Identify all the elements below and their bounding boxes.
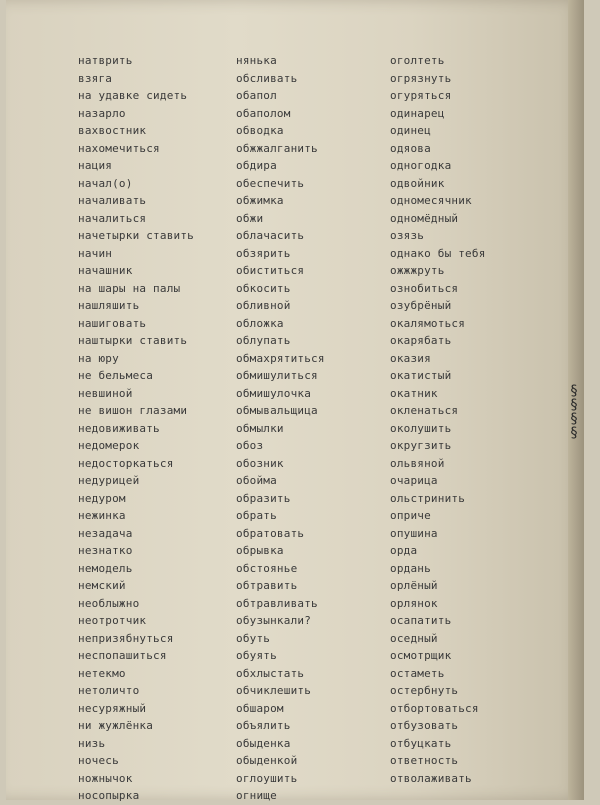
word-entry: обтравить (236, 579, 298, 592)
word-entry: ольвяной (390, 456, 445, 470)
word-column-2 (236, 52, 325, 805)
word-entry: обсливать (236, 71, 298, 85)
word-entry: оголтеть (390, 54, 445, 67)
word-entry: нашляшить (78, 299, 140, 312)
word-entry: облупать (236, 334, 291, 347)
word-entry: огнище (236, 789, 277, 802)
word-column-1 (78, 52, 194, 805)
word-entry: ножнычок (78, 771, 133, 785)
word-entry: обмишулиться (236, 369, 318, 382)
word-entry: не вишон глазами (78, 404, 188, 417)
word-entry: недовиживать (78, 421, 160, 435)
word-entry: обиститься (236, 264, 305, 277)
word-entry: околушить (390, 421, 452, 435)
word-entry: вахвостник (78, 124, 147, 137)
word-entry: взяга (78, 71, 113, 85)
word-entry: обузынкали? (236, 614, 312, 627)
word-entry: очарица (390, 474, 438, 487)
word-entry: одинарец (390, 106, 445, 120)
word-entry: обрать (236, 509, 277, 522)
word-entry: не бельмеса (78, 369, 154, 382)
word-column-3 (390, 52, 486, 787)
word-entry: оглоушить (236, 771, 298, 785)
word-entry: обкосить (236, 281, 291, 295)
word-entry: оприче (390, 509, 431, 522)
word-entry: обмывальщица (236, 404, 318, 417)
word-entry: обрывка (236, 544, 284, 557)
word-entry: одяова (390, 141, 431, 155)
word-entry: обтравливать (236, 596, 318, 610)
word-entry: обмылки (236, 421, 284, 435)
word-entry: отбортоваться (390, 701, 479, 715)
word-entry: низь (78, 736, 106, 750)
word-entry: на удавке сидеть (78, 89, 188, 102)
word-entry: осапатить (390, 614, 452, 627)
word-entry: необлыжно (78, 596, 140, 610)
word-entry: на юру (78, 351, 119, 365)
word-entry: обдира (236, 159, 277, 172)
word-entry: обмишулочка (236, 386, 312, 400)
word-entry: обойма (236, 474, 277, 487)
word-entry: обжи (236, 211, 264, 225)
word-entry: огрязнуть (390, 71, 452, 85)
word-entry: обжимка (236, 194, 284, 207)
word-entry: ознобиться (390, 281, 459, 295)
word-entry: обхлыстать (236, 666, 305, 680)
word-entry: неотротчик (78, 614, 147, 627)
word-entry: начашник (78, 264, 133, 277)
word-entry: нежинка (78, 509, 126, 522)
word-entry: огуряться (390, 89, 452, 102)
word-entry: немодель (78, 561, 133, 575)
word-entry: одномесячник (390, 194, 472, 207)
word-entry: обстоянье (236, 561, 298, 575)
word-entry: одинец (390, 124, 431, 137)
word-entry: отбуцкать (390, 736, 452, 750)
word-entry: нахомечиться (78, 141, 160, 155)
word-entry: озязь (390, 229, 425, 242)
word-entry: объялить (236, 719, 291, 732)
word-entry: обратовать (236, 526, 305, 540)
word-entry: назарло (78, 106, 126, 120)
word-entry: нашиговать (78, 316, 147, 330)
word-entry: ответность (390, 754, 459, 767)
word-entry: нетоличто (78, 684, 140, 697)
word-entry: обеспечить (236, 176, 305, 190)
word-entry: окарябать (390, 334, 452, 347)
word-entry: началиться (78, 211, 147, 225)
word-entry: обыденка (236, 736, 291, 750)
word-entry: несуряжный (78, 701, 147, 715)
word-entry: на шары на палы (78, 281, 181, 295)
page-sheet (6, 0, 584, 800)
word-entry: начал(о) (78, 176, 133, 190)
word-entry: обложка (236, 316, 284, 330)
word-entry: осмотрщик (390, 649, 452, 662)
word-entry: обливной (236, 299, 291, 312)
word-entry: непризябнуться (78, 631, 174, 645)
word-entry: натврить (78, 54, 133, 67)
word-entry: нетекмо (78, 666, 126, 680)
word-entry: обыденкой (236, 754, 298, 767)
word-entry: незнатко (78, 544, 133, 557)
word-entry: озубрёный (390, 299, 452, 312)
word-entry: обчиклешить (236, 684, 312, 697)
word-entry: ордань (390, 561, 431, 575)
word-entry: нянька (236, 54, 277, 67)
word-entry: оказия (390, 351, 431, 365)
word-entry: обмахрятиться (236, 351, 325, 365)
word-entry: немский (78, 579, 126, 592)
word-entry: обзярить (236, 246, 291, 260)
word-entry: оседный (390, 631, 438, 645)
word-entry: окалямоться (390, 316, 466, 330)
word-entry: одвойник (390, 176, 445, 190)
word-entry: одногодка (390, 159, 452, 172)
word-entry: облачасить (236, 229, 305, 242)
word-entry: обапол (236, 89, 277, 102)
binding-staple-icon: § § § § (569, 383, 579, 441)
word-entry: обводка (236, 124, 284, 137)
word-entry: однако бы тебя (390, 246, 486, 260)
word-entry: обуть (236, 631, 271, 645)
word-entry: начин (78, 246, 113, 260)
word-entry: начетырки ставить (78, 229, 194, 242)
word-entry: отволаживать (390, 771, 472, 785)
word-entry: ольстринить (390, 491, 466, 505)
word-entry: остаметь (390, 666, 445, 680)
word-entry: недосторкаться (78, 456, 174, 470)
word-entry: окленаться (390, 404, 459, 417)
word-entry: ни жужлёнка (78, 719, 154, 732)
word-entry: опушина (390, 526, 438, 540)
word-entry: началивать (78, 194, 147, 207)
word-entry: остербнуть (390, 684, 459, 697)
word-entry: обозник (236, 456, 284, 470)
word-entry: округзить (390, 439, 452, 452)
word-entry: наштырки ставить (78, 334, 188, 347)
word-entry: отбузовать (390, 719, 459, 732)
word-entry: окатистый (390, 369, 452, 382)
word-entry: обжжалганить (236, 141, 318, 155)
word-entry: носопырка (78, 789, 140, 802)
word-entry: нация (78, 159, 113, 172)
word-entry: окатник (390, 386, 438, 400)
word-entry: орлянок (390, 596, 438, 610)
word-entry: недуром (78, 491, 126, 505)
word-entry: недомерок (78, 439, 140, 452)
word-entry: обаполом (236, 106, 291, 120)
word-entry: обшаром (236, 701, 284, 715)
word-entry: образить (236, 491, 291, 505)
word-entry: ожжжруть (390, 264, 445, 277)
word-entry: недурицей (78, 474, 140, 487)
word-entry: орлёный (390, 579, 438, 592)
word-entry: незадача (78, 526, 133, 540)
word-entry: одномёдный (390, 211, 459, 225)
word-entry: ночесь (78, 754, 119, 767)
word-entry: обоз (236, 439, 264, 452)
word-entry: орда (390, 544, 418, 557)
word-entry: невшиной (78, 386, 133, 400)
word-entry: неспопашиться (78, 649, 167, 662)
word-entry: обуять (236, 649, 277, 662)
